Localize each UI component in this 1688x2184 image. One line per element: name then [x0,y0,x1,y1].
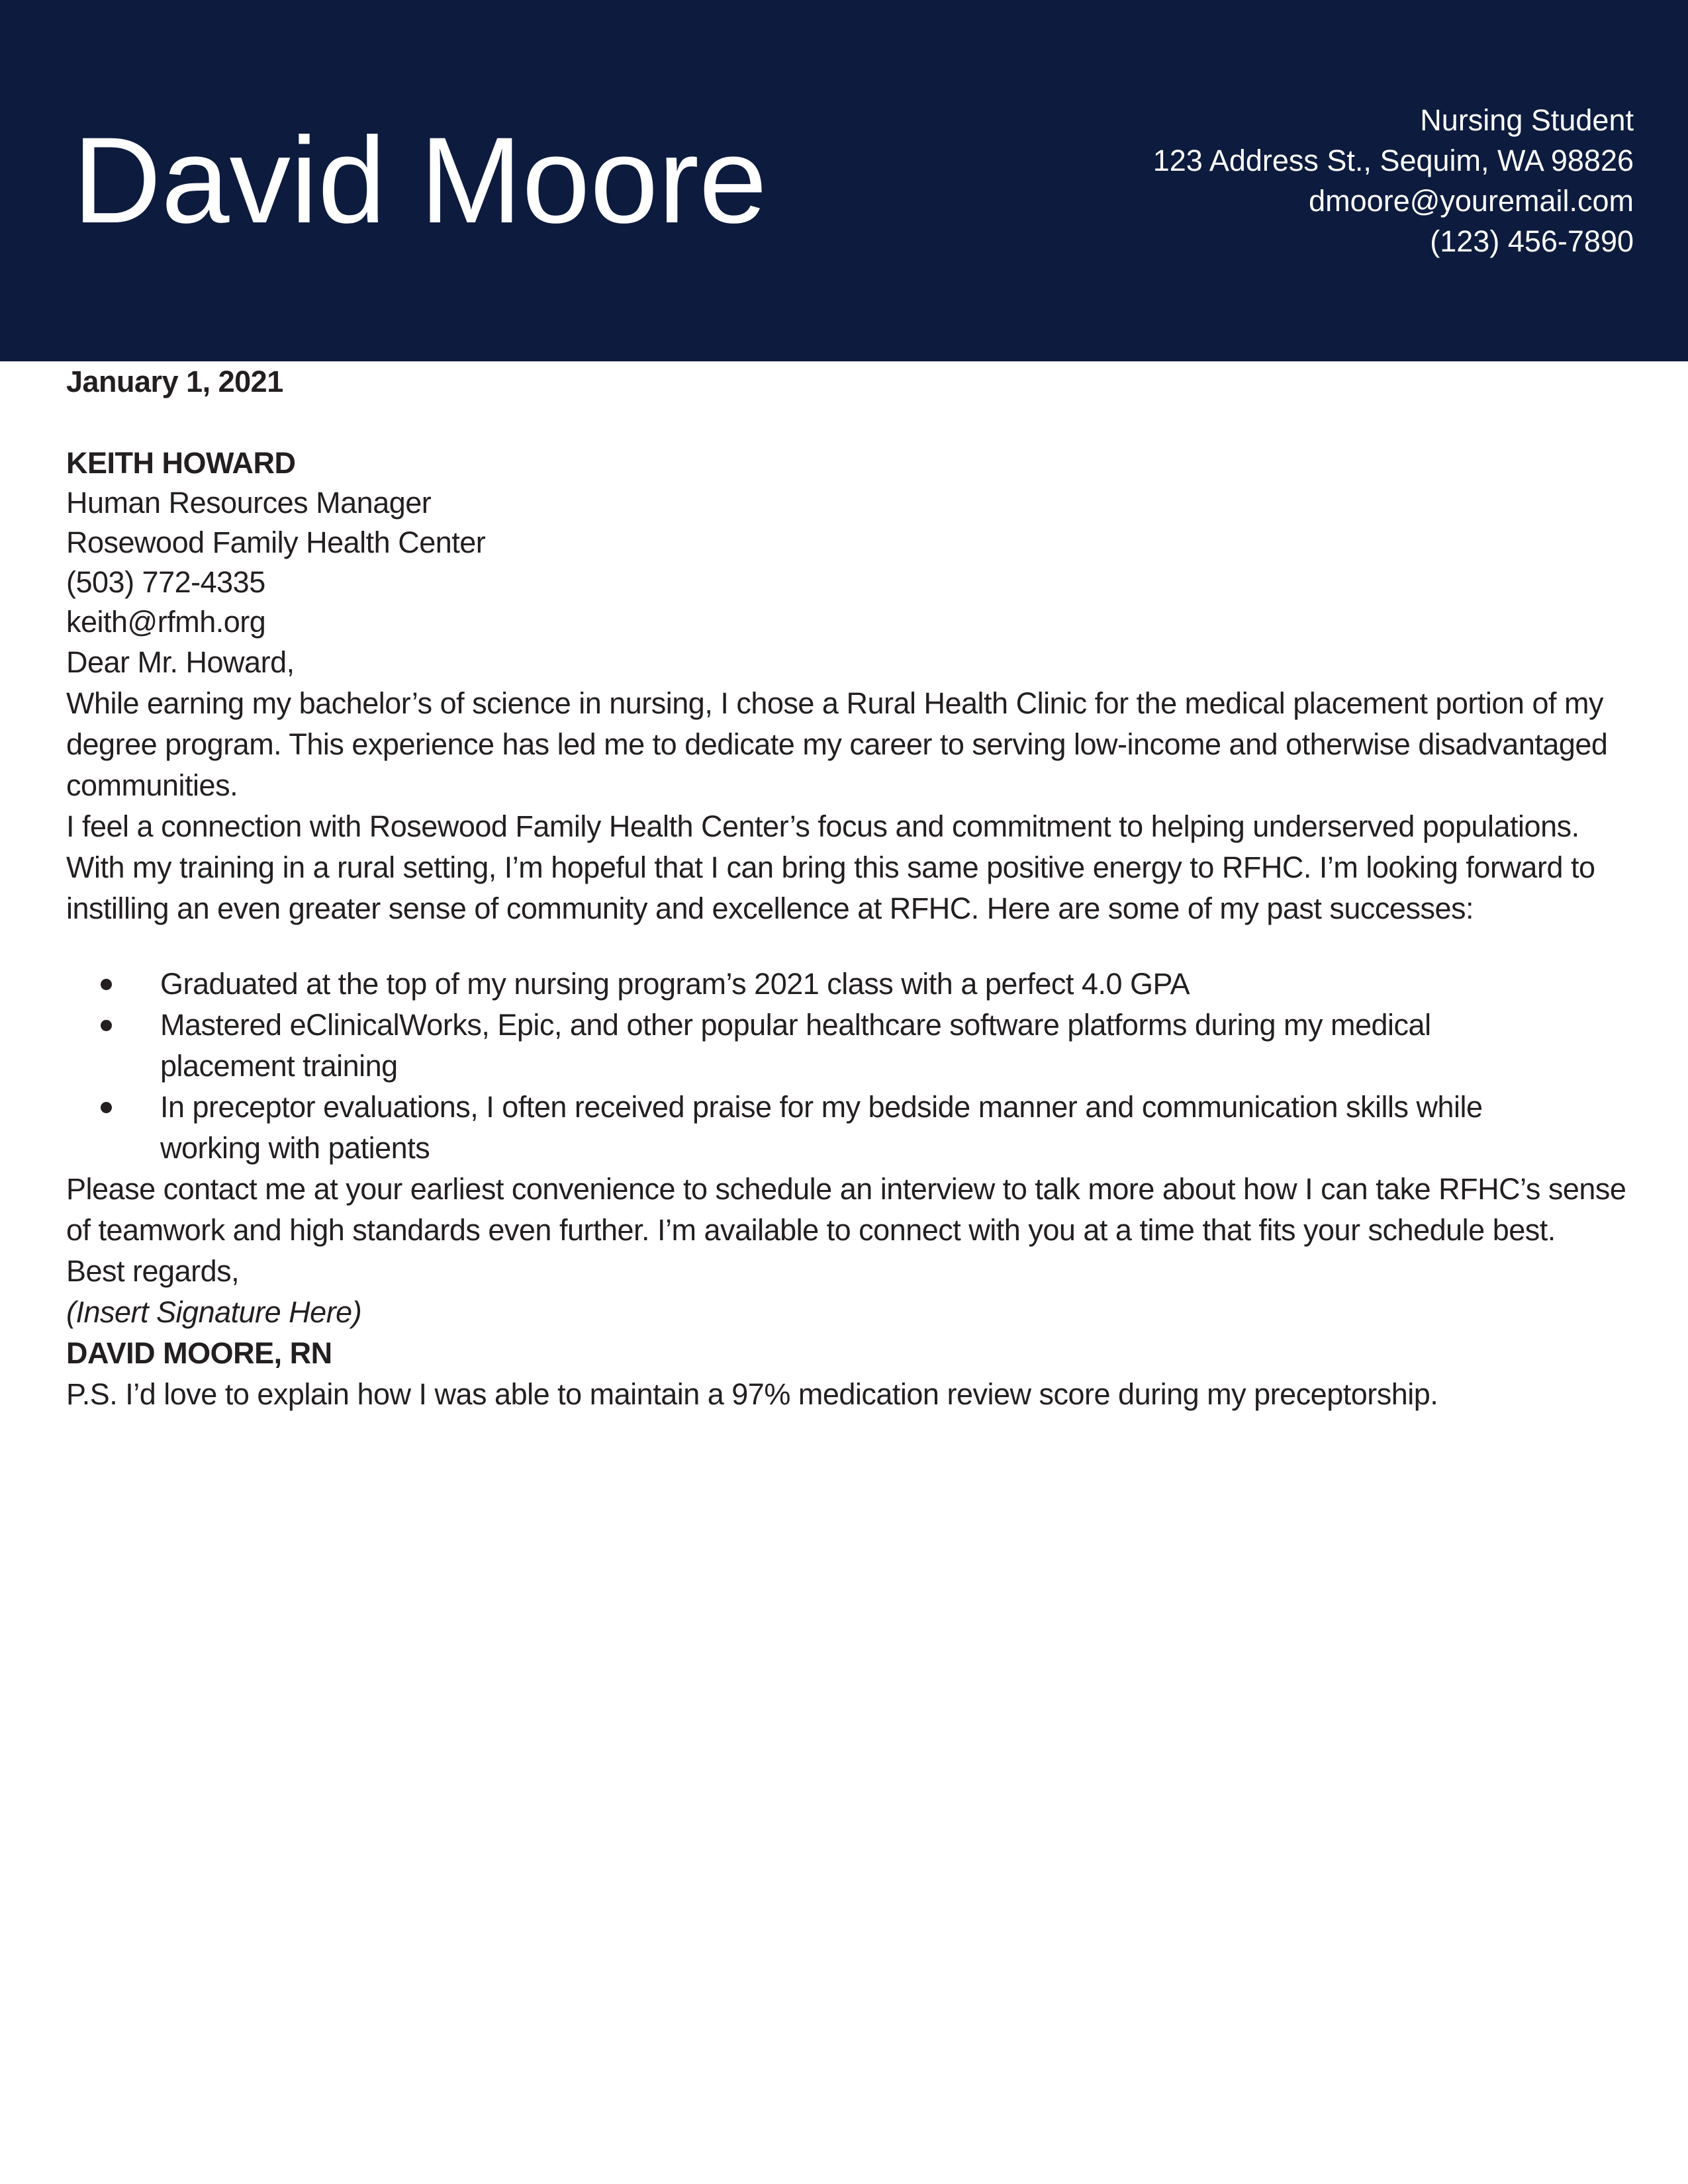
applicant-name: David Moore [73,112,767,249]
list-item: In preceptor evaluations, I often received praise for my bedside manner and communication skills while working with patients [160,1087,1544,1169]
applicant-email: dmoore@youremail.com [1309,184,1634,218]
postscript: P.S. I’d love to explain how I was able to maintain a 97% medication review score during my preceptorship. [66,1377,1438,1411]
recipient-company: Rosewood Family Health Center [66,525,486,559]
signature-placeholder: (Insert Signature Here) [66,1295,362,1329]
applicant-job-title: Nursing Student [1420,103,1634,137]
paragraph-connection: I feel a connection with Rosewood Family Health Center’s focus and commitment to helping underserved populations. With my training in a rural setting, I’m hopeful that I can bring this same positive energy to RFHC. I’m looking forward to instilling an even greater sense of community and excellence at RFHC. Here are some of my past successes: [66,809,1595,925]
paragraph-intro: While earning my bachelor’s of science in nursing, I chose a Rural Health Clinic for the medical placement portion of my degree program. This experience has led me to dedicate my career to serving low-income and otherwise disadvantaged communities. [66,686,1608,802]
letter-header [0,0,1688,361]
closing-line: Best regards, [66,1254,240,1288]
recipient-name: KEITH HOWARD [66,446,296,480]
recipient-block [66,443,1638,642]
list-item: Mastered eClinicalWorks, Epic, and other popular healthcare software platforms during my medical placement training [160,1005,1544,1087]
recipient-job-title: Human Resources Manager [66,486,432,520]
paragraph-call-to-action: Please contact me at your earliest convenience to schedule an interview to talk more about how I can take RFHC’s sense of teamwork and high standards even further. I’m available to connect with you at a time that fits your schedule best. [66,1172,1626,1247]
applicant-address: 123 Address St., Sequim, WA 98826 [1152,144,1634,177]
applicant-contact-block [1153,100,1634,261]
salutation: Dear Mr. Howard, [66,645,295,679]
list-item: Graduated at the top of my nursing program’s 2021 class with a perfect 4.0 GPA [160,964,1544,1005]
recipient-email: keith@rfmh.org [66,605,266,639]
accomplishments-list [66,964,1638,1169]
recipient-phone: (503) 772-4335 [66,565,265,599]
signature-name: DAVID MOORE, RN [66,1336,332,1370]
letter-date: January 1, 2021 [66,365,283,398]
applicant-phone: (123) 456-7890 [1430,224,1634,258]
letter-body [0,361,1688,1415]
